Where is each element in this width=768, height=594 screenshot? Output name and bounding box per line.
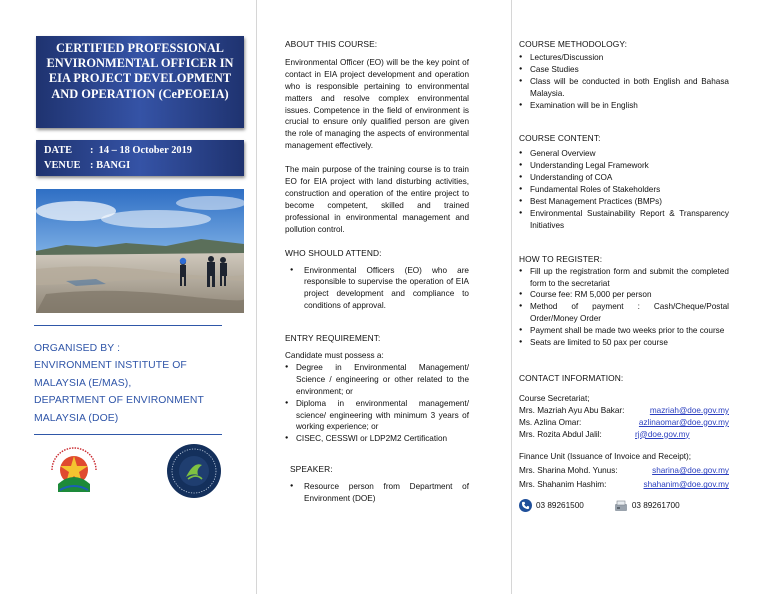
organiser-block — [34, 340, 249, 427]
contact-row — [519, 417, 729, 429]
organiser-line-1: ENVIRONMENT INSTITUTE OF — [34, 360, 187, 372]
entry-heading: ENTRY REQUIREMENT: — [285, 333, 381, 344]
list-item: ● Environmental Sustainability Report & Transparency Initiatives — [519, 208, 729, 232]
contact-row — [519, 429, 729, 441]
methodology-list — [519, 52, 729, 112]
about-paragraph-2: The main purpose of the training course is to train EO for EIA project with land disturbing activities, construction and operation of the entire project to become competent, skilled and trained professional in environmental management and pollution control. — [285, 165, 469, 234]
list-item: ● Lectures/Discussion — [519, 52, 729, 64]
contact-email-link[interactable]: shahanim@doe.gov.my — [643, 480, 729, 490]
fold-line-right — [511, 0, 512, 594]
contact-email-link[interactable]: azlinaomar@doe.gov.my — [638, 417, 729, 427]
list-item: ● Understanding Legal Framework — [519, 160, 729, 172]
fold-line-left — [256, 0, 257, 594]
phone-icon — [519, 499, 532, 512]
secretariat-label: Course Secretariat; — [519, 393, 590, 403]
phone-number: 03 89261500 — [536, 500, 584, 510]
speaker-list — [285, 481, 469, 505]
list-item: ● Case Studies — [519, 64, 729, 76]
emas-logo — [166, 443, 222, 499]
about-paragraph-1: Environmental Officer (EO) will be the key point of contact in EIA project development and operation who is responsible pertaining to environmental matters and resolve complex environmental issues. Competence in the field of environment is crucial to ensure only qualified person are given the role of managing the aspects of environmental management effectively. — [285, 57, 469, 151]
date-row — [44, 143, 236, 158]
organised-by-label: ORGANISED BY : — [34, 343, 121, 354]
list-item: ● Best Management Practices (BMPs) — [519, 196, 729, 208]
course-title-box — [36, 36, 244, 128]
list-item: ● Course fee: RM 5,000 per person — [519, 289, 729, 301]
list-item: ● Payment shall be made two weeks prior to the course — [519, 325, 729, 337]
content-heading: COURSE CONTENT: — [519, 133, 601, 144]
date-label: DATE — [44, 145, 73, 156]
contact-email-link[interactable]: sharina@doe.gov.my — [652, 466, 729, 476]
venue-value: BANGI — [96, 160, 131, 171]
divider-top — [34, 325, 222, 326]
contact-row — [519, 405, 729, 417]
venue-row — [44, 158, 236, 173]
contact-row — [519, 465, 729, 477]
divider-bottom — [34, 434, 222, 435]
fax-number: 03 89261700 — [631, 500, 680, 510]
list-item: ● Diploma in environmental management/ science/ engineering with minimum 3 years of working experience; or — [285, 398, 469, 434]
contact-name: Mrs. Rozita Abdul Jalil: — [519, 429, 602, 439]
venue-label: VENUE — [44, 160, 81, 171]
fax-icon — [614, 500, 628, 512]
list-item: ● Seats are limited to 50 pax per course — [519, 337, 729, 349]
content-list — [519, 148, 729, 231]
date-venue-box — [36, 140, 244, 176]
entry-list — [285, 362, 469, 445]
site-photo — [36, 189, 244, 313]
venue-sep: : — [90, 160, 97, 171]
course-title: CERTIFIED PROFESSIONAL ENVIRONMENTAL OFFICER IN EIA PROJECT DEVELOPMENT AND OPERATION (CePEOEIA) — [46, 41, 234, 101]
entry-intro: Candidate must possess a: — [285, 351, 384, 361]
finance-label: Finance Unit (Issuance of Invoice and Receipt); — [519, 452, 692, 462]
list-item: ● Examination will be in English — [519, 100, 729, 112]
contact-name: Ms. Azlina Omar: — [519, 417, 582, 427]
register-list — [519, 266, 729, 349]
attend-heading: WHO SHOULD ATTEND: — [285, 247, 382, 258]
organiser-line-2: MALAYSIA (E/MAS), — [34, 377, 132, 389]
right-column — [519, 39, 729, 512]
list-item: ● Class will be conducted in both English and Bahasa Malaysia. — [519, 76, 729, 100]
list-item: ● Environmental Officers (EO) who are responsible to supervise the operation of EIA project development and compliance to conditions of approval. — [285, 265, 469, 313]
list-item: ● Understanding of COA — [519, 172, 729, 184]
doe-logo — [44, 440, 104, 500]
list-item: ● Method of payment : Cash/Cheque/Postal Order/Money Order — [519, 301, 729, 325]
list-item: ● General Overview — [519, 148, 729, 160]
organiser-line-3: DEPARTMENT OF ENVIRONMENT — [34, 395, 204, 407]
list-item: ● Fill up the registration form and submit the completed form to the secretariat — [519, 266, 729, 290]
organiser-line-4: MALAYSIA (DOE) — [34, 412, 119, 424]
list-item: ● Fundamental Roles of Stakeholders — [519, 184, 729, 196]
about-heading: ABOUT THIS COURSE: — [285, 39, 378, 49]
contact-row — [519, 479, 729, 491]
contact-name: Mrs. Shahanim Hashim: — [519, 480, 607, 490]
contact-name: Mrs. Sharina Mohd. Yunus: — [519, 466, 618, 476]
contact-email-link[interactable]: rj@doe.gov.my — [635, 429, 690, 439]
list-item: ● Degree in Environmental Management/ Science / engineering or other related to the environment; or — [285, 362, 469, 398]
speaker-heading: SPEAKER: — [290, 464, 333, 475]
contact-heading: CONTACT INFORMATION: — [519, 372, 624, 383]
methodology-heading: COURSE METHODOLOGY: — [519, 39, 627, 49]
date-value: 14 – 18 October 2019 — [98, 145, 192, 156]
phone-fax-row — [519, 499, 729, 512]
middle-column — [285, 39, 469, 505]
list-item: ● CISEC, CESSWI or LDP2M2 Certification — [285, 433, 469, 445]
contact-name: Mrs. Mazriah Ayu Abu Bakar: — [519, 405, 625, 415]
list-item: ● Resource person from Department of Environment (DOE) — [285, 481, 469, 505]
attend-list — [285, 265, 469, 313]
register-heading: HOW TO REGISTER: — [519, 253, 603, 264]
date-sep: : — [90, 145, 99, 156]
contact-email-link[interactable]: mazriah@doe.gov.my — [649, 405, 729, 415]
